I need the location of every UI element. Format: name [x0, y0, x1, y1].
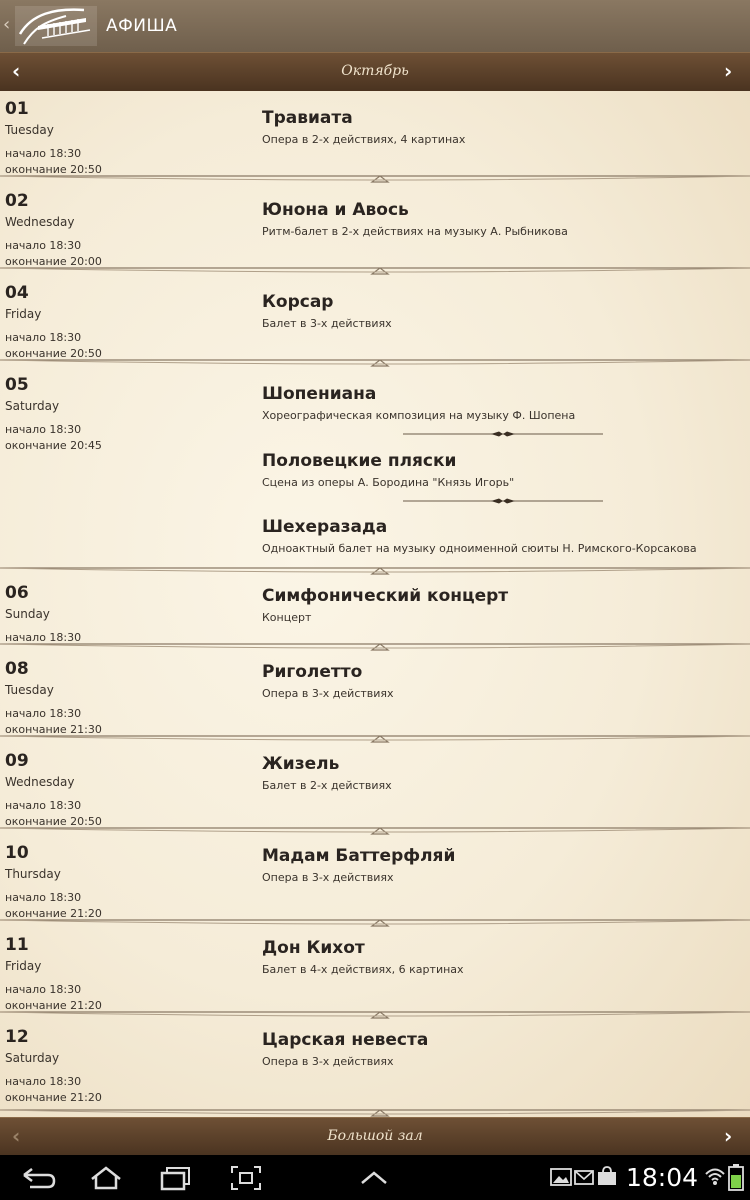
event-end-time: окончание 20:50 [5, 347, 102, 360]
event-start-time: начало 18:30 [5, 707, 82, 720]
home-icon[interactable] [88, 1165, 124, 1191]
event-title: Царская невеста [262, 1030, 429, 1050]
event-title: Дон Кихот [262, 938, 365, 958]
row-divider [0, 358, 750, 367]
event-subtitle: Хореографическая композиция на музыку Ф. Шопена [262, 409, 576, 422]
event-subtitle: Опера в 3-х действиях [262, 1055, 394, 1068]
row-divider [0, 826, 750, 835]
event-day: 09 [5, 751, 29, 771]
theatre-logo-icon[interactable] [14, 4, 98, 48]
event-list[interactable] [0, 91, 750, 1117]
event-start-time: начало 18:30 [5, 983, 82, 996]
event-title: Симфонический концерт [262, 586, 509, 606]
event-day: 06 [5, 583, 29, 603]
event-subtitle: Концерт [262, 611, 312, 624]
event-subtitle: Опера в 3-х действиях [262, 871, 394, 884]
row-divider [0, 174, 750, 183]
event-row[interactable] [0, 835, 750, 927]
action-bar [0, 0, 750, 53]
month-selector-bar [0, 52, 750, 92]
event-start-time: начало 18:30 [5, 331, 82, 344]
event-weekday: Saturday [5, 1051, 60, 1065]
event-title: Половецкие пляски [262, 451, 457, 471]
event-start-time: начало 18:30 [5, 423, 82, 436]
hall-selector-bar [0, 1117, 750, 1157]
store-notification-icon [596, 1165, 618, 1187]
event-end-time: окончание 21:20 [5, 1091, 102, 1104]
wifi-icon [704, 1165, 726, 1187]
event-title: Юнона и Авось [262, 200, 409, 220]
hall-title: Большой зал [327, 1128, 423, 1144]
event-row[interactable] [0, 275, 750, 367]
next-hall-chevron-icon[interactable]: › [724, 1124, 733, 1148]
event-weekday: Friday [5, 959, 42, 973]
event-day: 12 [5, 1027, 29, 1047]
event-weekday: Sunday [5, 607, 50, 621]
event-subtitle: Балет в 2-х действиях [262, 779, 392, 792]
event-day: 02 [5, 191, 29, 211]
status-clock: 18:04 [626, 1163, 699, 1192]
screenshot-icon[interactable] [230, 1165, 262, 1191]
row-divider [0, 918, 750, 927]
event-title: Шопениана [262, 384, 377, 404]
event-item[interactable] [262, 662, 394, 700]
event-title: Риголетто [262, 662, 363, 682]
event-day: 01 [5, 99, 29, 119]
event-end-time: окончание 21:30 [5, 723, 102, 736]
event-start-time: начало 18:30 [5, 631, 82, 644]
event-row[interactable] [0, 651, 750, 743]
event-item[interactable] [262, 517, 697, 555]
event-subtitle: Опера в 3-х действиях [262, 687, 394, 700]
event-weekday: Wednesday [5, 775, 75, 789]
event-weekday: Wednesday [5, 215, 75, 229]
row-divider [0, 1010, 750, 1019]
event-day: 05 [5, 375, 29, 395]
event-start-time: начало 18:30 [5, 239, 82, 252]
event-item[interactable] [262, 451, 514, 489]
row-divider [0, 642, 750, 651]
event-item[interactable] [262, 384, 575, 422]
next-month-chevron-icon[interactable]: › [724, 59, 733, 83]
event-subtitle: Ритм-балет в 2-х действиях на музыку А. Рыбникова [262, 225, 568, 238]
recent-apps-icon[interactable] [158, 1165, 192, 1191]
event-start-time: начало 18:30 [5, 799, 82, 812]
event-row[interactable] [0, 1019, 750, 1117]
event-subtitle: Сцена из оперы А. Бородина "Князь Игорь" [262, 476, 515, 489]
prev-month-chevron-icon[interactable]: ‹ [12, 59, 21, 83]
chevron-up-icon[interactable] [358, 1169, 390, 1187]
event-row[interactable] [0, 367, 750, 575]
event-item[interactable] [262, 846, 455, 884]
row-divider [0, 1108, 750, 1117]
gallery-notification-icon [550, 1167, 572, 1187]
event-item[interactable] [262, 1030, 428, 1068]
event-weekday: Thursday [5, 867, 61, 881]
event-subtitle: Балет в 4-х действиях, 6 картинах [262, 963, 464, 976]
event-subtitle: Балет в 3-х действиях [262, 317, 392, 330]
event-row[interactable] [0, 927, 750, 1019]
event-item[interactable] [262, 200, 568, 238]
item-ornament-divider [403, 498, 603, 504]
back-icon[interactable] [20, 1167, 56, 1189]
event-row[interactable] [0, 183, 750, 275]
event-day: 11 [5, 935, 29, 955]
event-title: Жизель [262, 754, 340, 774]
event-item[interactable] [262, 292, 392, 330]
event-end-time: окончание 20:45 [5, 439, 102, 452]
battery-icon [728, 1163, 744, 1191]
event-subtitle: Опера в 2-х действиях, 4 картинах [262, 133, 466, 146]
event-title: Мадам Баттерфляй [262, 846, 456, 866]
prev-hall-chevron-icon[interactable]: ‹ [12, 1124, 21, 1148]
event-item[interactable] [262, 754, 392, 792]
event-title: Шехеразада [262, 517, 388, 537]
event-start-time: начало 18:30 [5, 1075, 82, 1088]
row-divider [0, 566, 750, 575]
event-day: 04 [5, 283, 29, 303]
event-weekday: Friday [5, 307, 42, 321]
system-navigation-bar [0, 1155, 750, 1200]
event-item[interactable] [262, 586, 508, 624]
event-row[interactable] [0, 575, 750, 651]
item-ornament-divider [403, 431, 603, 437]
event-day: 10 [5, 843, 29, 863]
event-start-time: начало 18:30 [5, 147, 82, 160]
event-item[interactable] [262, 108, 465, 146]
event-start-time: начало 18:30 [5, 891, 82, 904]
month-title: Октябрь [341, 63, 409, 79]
event-end-time: окончание 20:00 [5, 255, 102, 268]
email-notification-icon [574, 1167, 594, 1187]
event-title: Травиата [262, 108, 353, 128]
app-title: АФИША [106, 16, 178, 36]
event-subtitle: Одноактный балет на музыку одноименной сюиты Н. Римского-Корсакова [262, 542, 697, 555]
event-end-time: окончание 21:20 [5, 999, 102, 1012]
event-weekday: Saturday [5, 399, 60, 413]
event-end-time: окончание 20:50 [5, 815, 102, 828]
event-row[interactable] [0, 743, 750, 835]
row-divider [0, 734, 750, 743]
event-weekday: Tuesday [5, 123, 54, 137]
event-end-time: окончание 20:50 [5, 163, 102, 176]
row-divider [0, 266, 750, 275]
event-weekday: Tuesday [5, 683, 54, 697]
event-day: 08 [5, 659, 29, 679]
up-caret-icon[interactable]: ‹ [3, 14, 11, 35]
event-end-time: окончание 21:20 [5, 907, 102, 920]
event-row[interactable] [0, 91, 750, 183]
event-title: Корсар [262, 292, 334, 312]
event-item[interactable] [262, 938, 464, 976]
